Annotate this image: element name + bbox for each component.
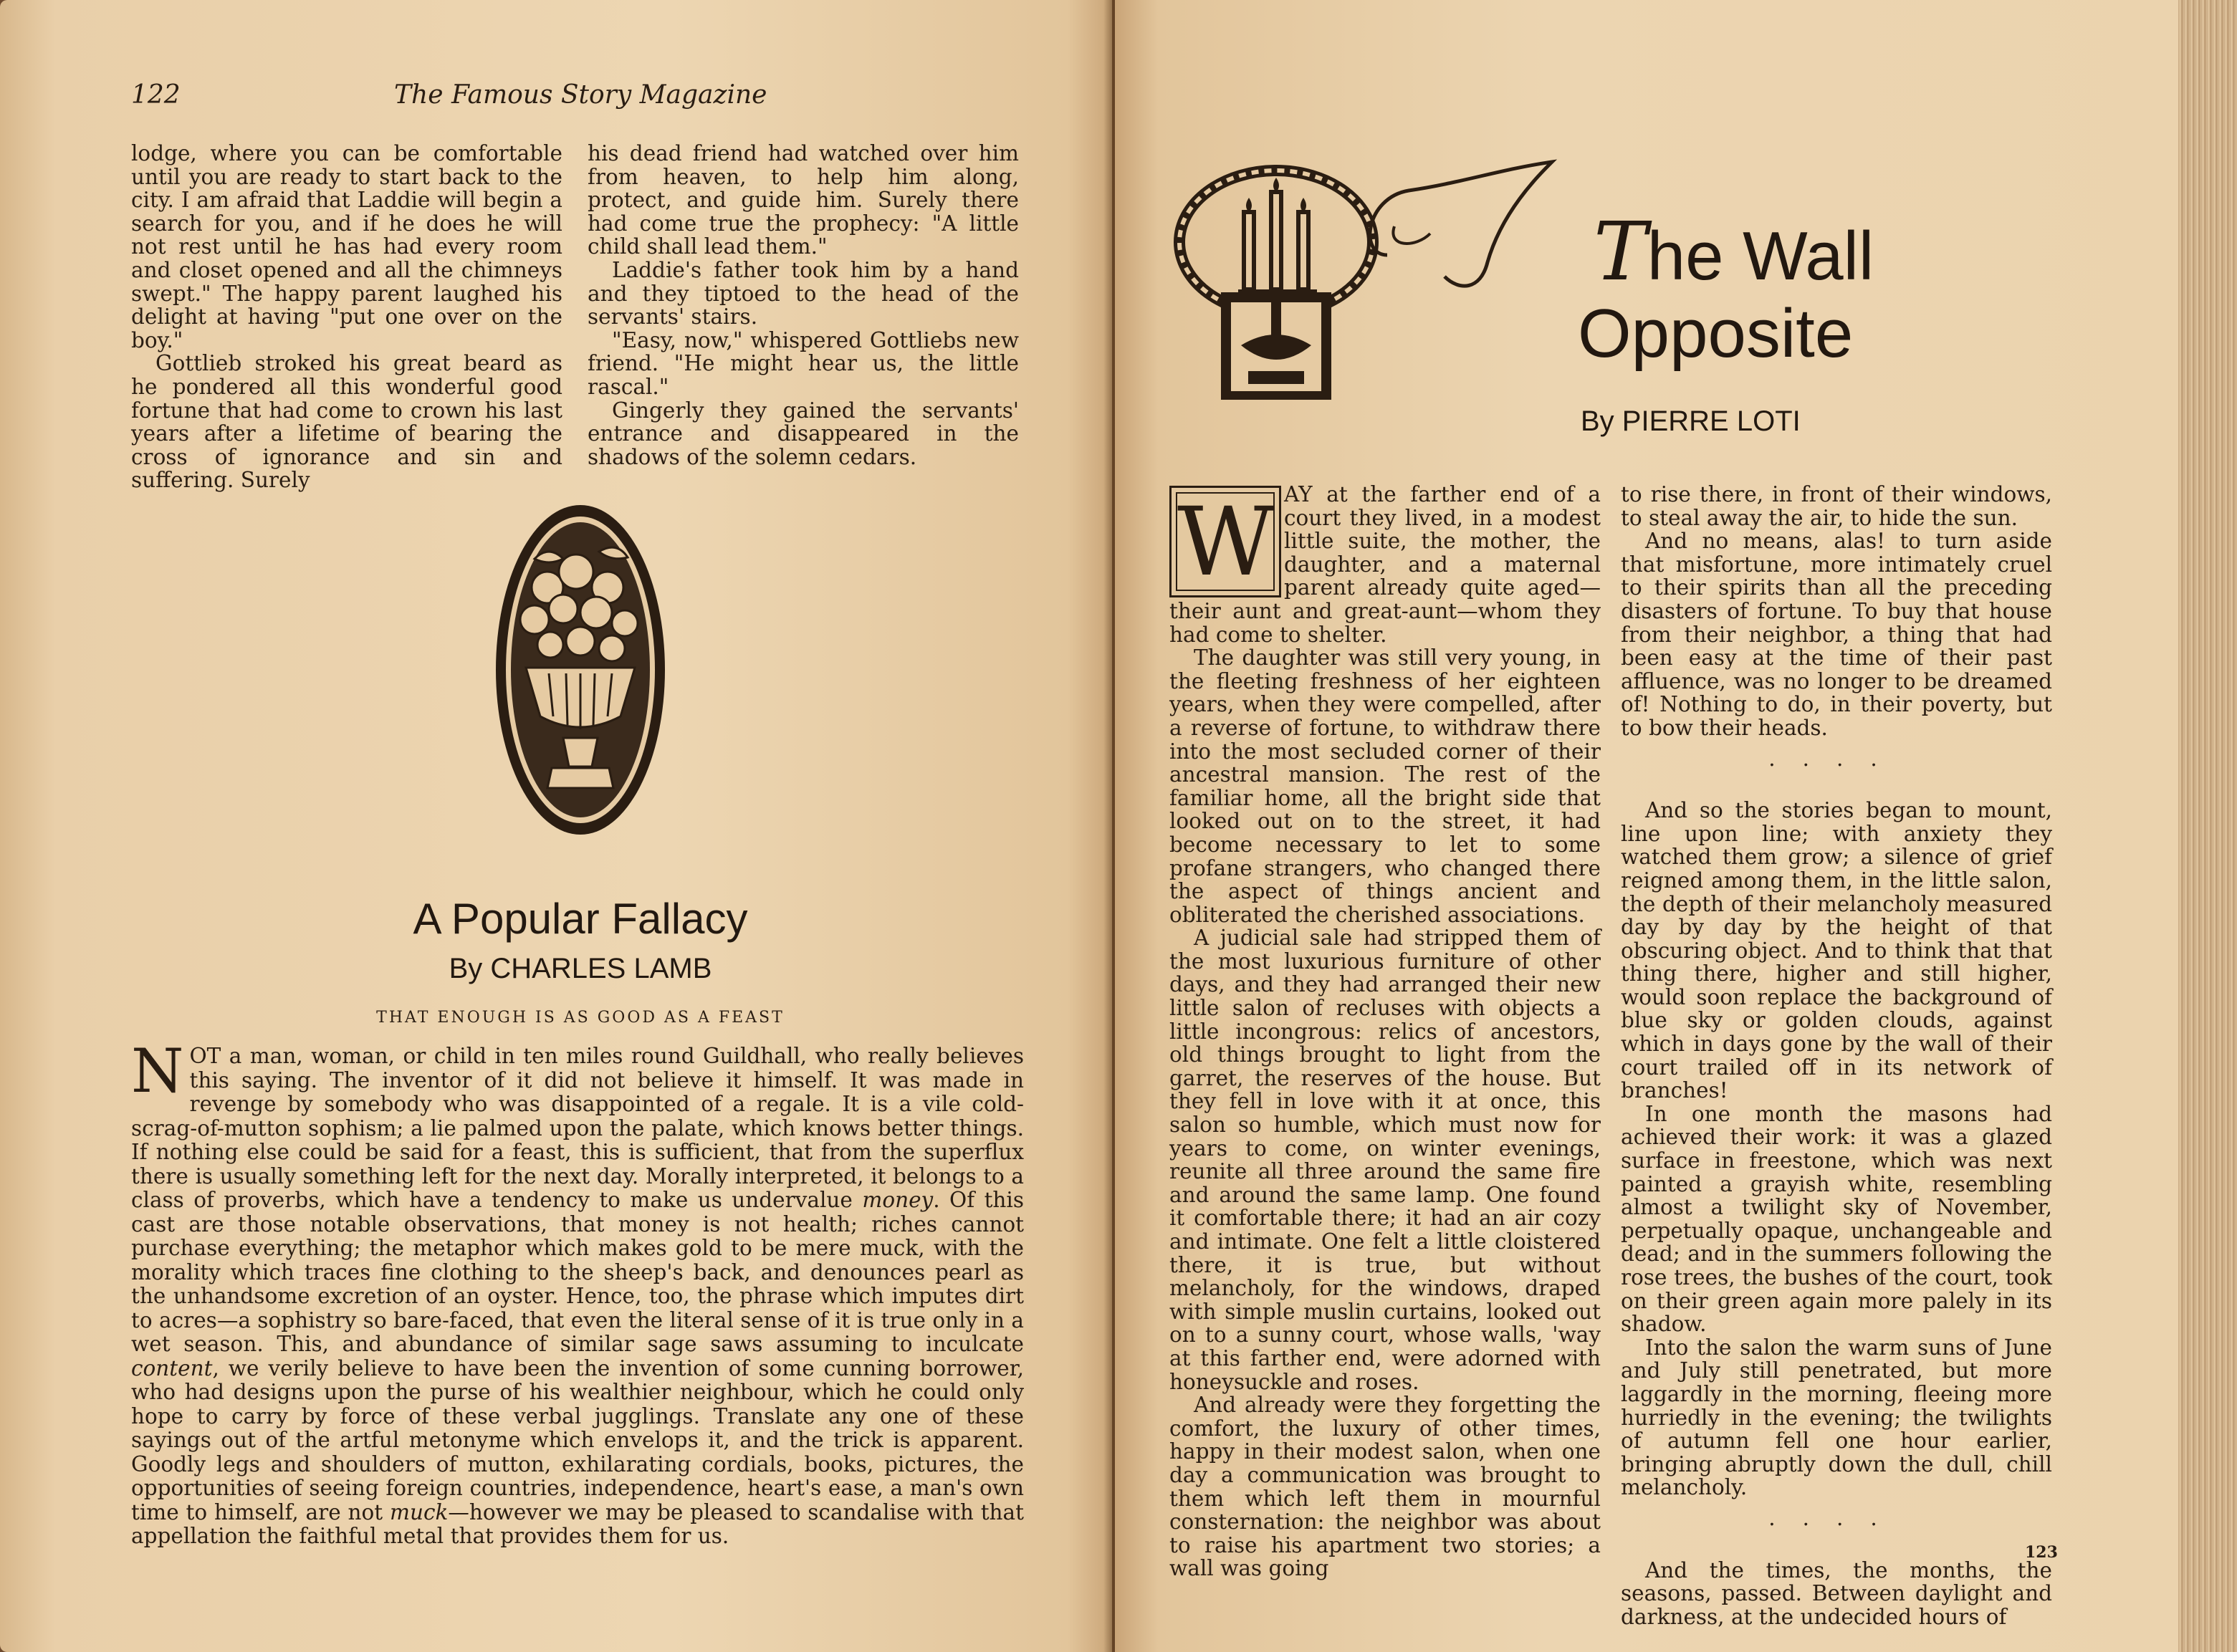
fruit-urn-vignette-icon xyxy=(492,501,669,838)
paragraph: Gottlieb stroked his great beard as he pondered all this wonderful good fortune that had come to crown his last years after a lifetime of bearing the cross of ignorance and sin and suffering. Surely xyxy=(131,351,562,493)
page-edges xyxy=(2178,0,2237,1652)
story-body: NOT a man, woman, or child in ten miles round Guildhall, who really believes this saying. The inventor of it did not believe it himself. It was made in revenge by somebody who was disappointed of a regale. It is a vile cold-scrag-of-mutton sophism; a lie palmed upon the palate, which knows better things. If nothing else could be said for a feast, this is sufficient, that from the superflux there is usually something left for the next day. Morally interpreted, it belongs to a class of proverbs, which have a tendency to make us undervalue money. Of this cast are those notable observations, that money is not health; riches cannot purchase everything; the metaphor which makes gold to be mere muck, with the morality which traces fine clothing to the sheep's back, and denounces pearl as the unhandsome excretion of an oyster. Hence, too, the phrase which imputes dirt to acres—a sophistry so bare-faced, that even the literal sense of it is true only in a wet season. This, and abundance of similar sage saws assuming to inculcate content, we verily believe to have been the invention of some cunning borrower, who had designs upon the purse of his wealthier neighbour, which he could only hope to carry by force of these verbal jugglings. Translate any one of these sayings out of the artful metonyme which envelops it, and the trick is apparent. Goodly legs and shoulders of mutton, exhilarating cordials, books, pictures, the opportunities of seeing foreign countries, independence, heart's ease, a man's own time to himself, are not muck—however we may be pleased to scandalise with that appellation the faithful metal that provides them for us. xyxy=(131,1036,1024,1548)
paragraph: Gingerly they gained the servants' entrance and disappeared in the shadows of the solemn cedars. xyxy=(588,398,1019,469)
story-title: A Popular Fallacy xyxy=(413,895,748,943)
story-col2 xyxy=(1621,483,2052,1628)
paragraph: And already were they forgetting the comfort, the luxury of other times, happy in their modest salon, when one day a communication was brought to them which left them in mournful consternation: the neighbor was about to raise his apartment two stories; a wall was going xyxy=(1169,1393,1601,1581)
drop-cap: W xyxy=(1177,487,1275,597)
paragraph: And so the stories began to mount, line upon line; with anxiety they watched them grow; a silence of grief reigned among them, in the little salon, the depth of their melancholy measured day by day by the height of that obscuring object. And to think that that thing there, higher and still higher, would soon replace the background of blue sky or golden clouds, against which in days gone by the wall of their court trailed off in its network of branches! xyxy=(1621,798,2052,1103)
page-number-right: 123 xyxy=(2025,1543,2058,1562)
paragraph: And no means, alas! to turn aside that misfortune, more intimately cruel to their spirits than all the preceding disasters of fortune. To buy that house from their neighbor, a thing that had been easy at the time of their past affluence, was no longer to be dreamed of! Nothing to do, in their poverty, but to bow their heads. xyxy=(1621,529,2052,740)
story-subtitle: THAT ENOUGH IS AS GOOD AS A FEAST xyxy=(376,1009,785,1027)
story-title-line2: Opposite xyxy=(1578,295,1854,372)
paragraph: And the times, the months, the seasons, passed. Between daylight and darkness, at the undecided hours of xyxy=(1621,1557,2052,1629)
paragraph: Into the salon the warm suns of June and July still penetrated, but more laggardly in the morning, fleeing more hurriedly in the evening; the twilights of autumn fell one hour earlier, bringing abruptly down the dull, chill melancholy. xyxy=(1621,1335,2052,1500)
story-byline: By CHARLES LAMB xyxy=(449,953,712,984)
section-break: .... xyxy=(1768,746,1905,771)
paragraph: "Easy, now," whispered Gottliebs new friend. "He might hear us, the little rascal." xyxy=(588,327,1019,399)
right-page xyxy=(1115,0,2197,1652)
drop-cap-spacer xyxy=(1169,483,1284,597)
paragraph: The daughter was still very young, in the fleeting freshness of her eighteen years, when they were compelled, after a reverse of fortune, to withdraw there into the most secluded corner of their ancestral mansion. The rest of the familiar home, all the bright side that looked out on to the street, it had become necessary to let to some profane strangers, who changed there the aspect of things ancient and obliterated the cherished associations. xyxy=(1169,645,1601,927)
story-byline: By PIERRE LOTI xyxy=(1581,405,1801,437)
paragraph: A judicial sale had stripped them of the most luxurious furniture of other days, and they had arranged their new little salon of recluses with objects a little incongrous: relics of ancestors, old things brought to light from the garret, the reserves of the house. But they fell in love with it at once, this salon so humble, which must now for years to come, on winter evenings, reunite all three around the same fire and around the same lamp. One found it comfortable there; it had an air cozy and intimate. One felt a little cloistered there, it is true, but without melancholy, for the windows, draped with simple muslin curtains, looked out on to a sunny court, whose walls, 'way at this farther end, were adorned with honeysuckle and roses. xyxy=(1169,926,1601,1394)
running-title: The Famous Story Magazine xyxy=(394,80,767,110)
continued-text-col2 xyxy=(588,142,1019,469)
paragraph: In one month the masons had achieved their work: it was a glazed surface in freestone, which was next painted a grayish white, resembling almost a twilight sky of November, perpetually opaque, unchangeable and dead; and in the summers following the rose trees, the bushes of the court, took on their green again more palely in its shadow. xyxy=(1621,1101,2052,1337)
page-number-left: 122 xyxy=(131,80,181,110)
title-initial: T xyxy=(1594,206,1647,299)
candelabra-wreath-icon xyxy=(1169,163,1383,404)
continued-text-col1 xyxy=(131,142,562,492)
drop-cap: N xyxy=(131,1036,184,1106)
paragraph: to rise there, in front of their windows, to steal away the air, to hide the sun. xyxy=(1621,482,2052,530)
story-title-line1: The Wall xyxy=(1594,206,1874,299)
left-page xyxy=(0,0,1112,1652)
paragraph: lodge, where you can be comfortable until you are ready to start back to the city. I am afraid that Laddie will begin a search for you, and if he does he will not rest until he has had every room and closet opened and all the chimneys swept." The happy parent laughed his delight at having "put one over on the boy." xyxy=(131,141,562,352)
story-col1 xyxy=(1169,483,1601,1580)
paragraph: his dead friend had watched over him from heaven, to help him along, protect, and guide him. Surely there had come true the prophecy: "A little child shall lead them." xyxy=(588,141,1019,259)
paragraph: Laddie's father took him by a hand and they tiptoed to the head of the servants' stairs. xyxy=(588,257,1019,330)
paragraph: AY at the farther end of a court they lived, in a modest little suite, the mother, the daughter, and a maternal parent already quite aged—their aunt and great-aunt—whom they had come to shelter. xyxy=(1169,482,1601,647)
section-break: .... xyxy=(1768,1505,1905,1530)
